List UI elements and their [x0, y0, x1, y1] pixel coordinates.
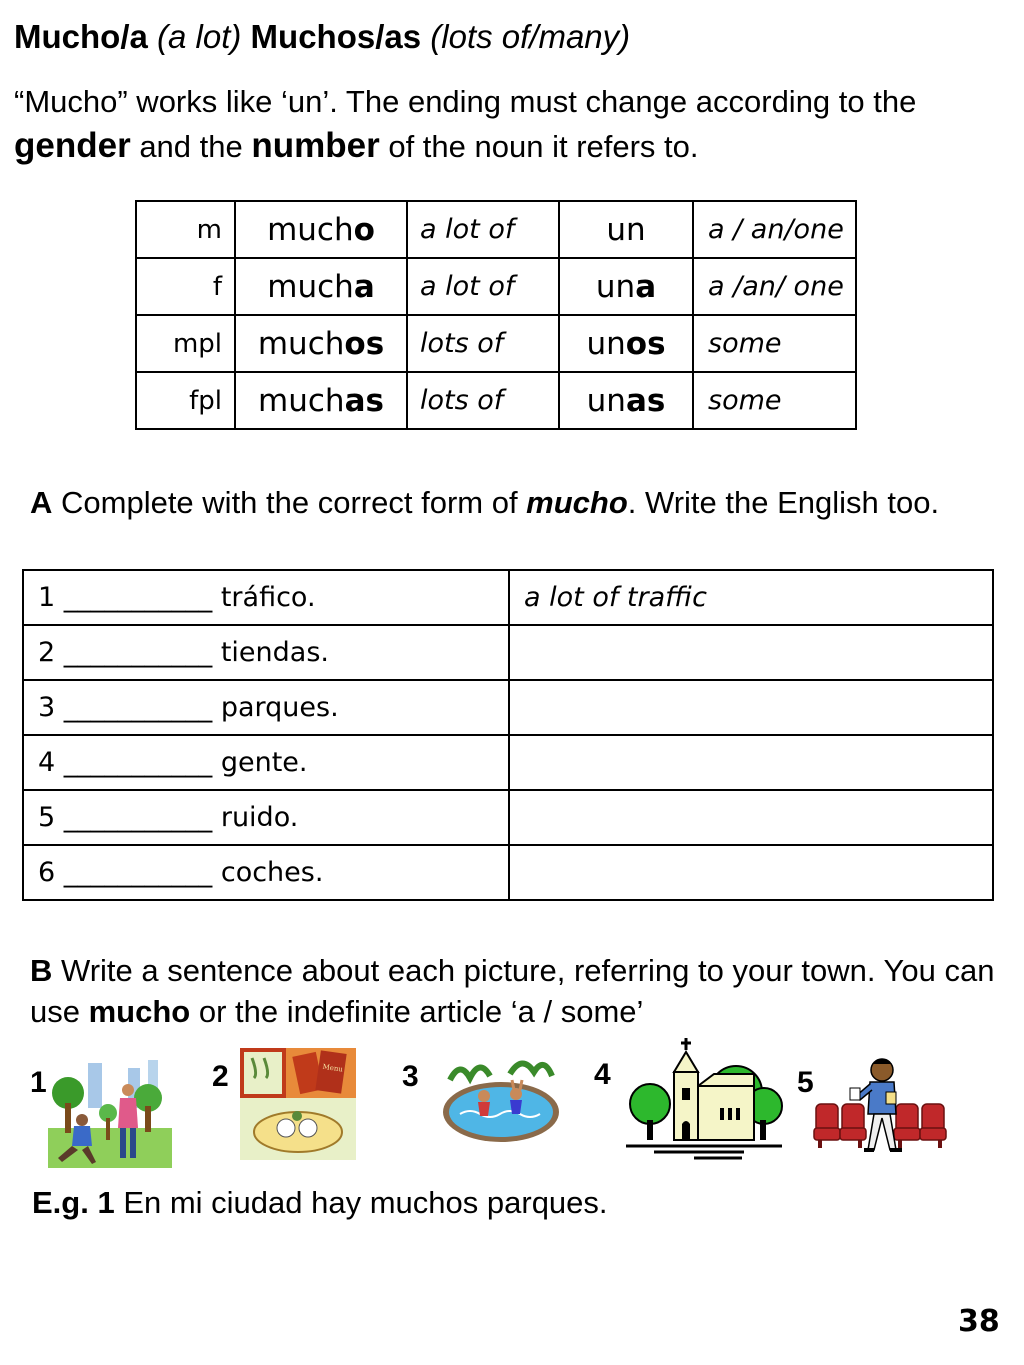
intro-bold-number: number	[251, 126, 380, 165]
article-form-cell	[559, 258, 693, 315]
page-number: 38	[958, 1304, 1000, 1339]
exercise-answer	[509, 735, 993, 790]
section-b-bold-mucho: mucho	[88, 994, 191, 1029]
mucho-ending: os	[344, 325, 385, 362]
exercise-answer	[509, 625, 993, 680]
swimming-pool-icon	[440, 1050, 562, 1146]
gender-cell: fpl	[136, 372, 235, 429]
article-english-cell: some	[693, 315, 856, 372]
mucho-stem: much	[257, 325, 345, 362]
title-muchos: Muchos/as	[250, 18, 422, 55]
article-form-cell	[559, 201, 693, 258]
intro-paragraph	[14, 80, 1004, 169]
page-title	[14, 18, 630, 56]
picture-number-5: 5	[797, 1066, 814, 1099]
article-form-cell	[559, 315, 693, 372]
menu-card-label: Menu	[322, 1062, 344, 1074]
mucho-form-cell	[235, 315, 407, 372]
exercise-row	[23, 680, 993, 735]
grammar-row	[136, 315, 856, 372]
article-stem: un	[586, 382, 626, 419]
article-stem: un	[586, 325, 626, 362]
article-ending: as	[625, 382, 666, 419]
article-stem: un	[606, 211, 646, 248]
exercise-row	[23, 845, 993, 900]
mucho-english-cell: lots of	[407, 315, 559, 372]
mucho-english-cell: a lot of	[407, 201, 559, 258]
grammar-table	[135, 200, 857, 430]
title-lots-of: (lots of/many)	[430, 18, 631, 55]
picture-number-2: 2	[212, 1060, 229, 1093]
exercise-answer: a lot of traffic	[509, 570, 993, 625]
exercise-prompt: 2 ___________ tiendas.	[23, 625, 509, 680]
mucho-english-cell: a lot of	[407, 258, 559, 315]
grammar-row	[136, 372, 856, 429]
mucho-ending: o	[353, 211, 375, 248]
example-sentence	[32, 1185, 608, 1221]
exercise-row	[23, 570, 993, 625]
grammar-row	[136, 258, 856, 315]
mucho-ending: a	[353, 268, 375, 305]
section-a-label: A	[30, 485, 53, 520]
gender-cell: mpl	[136, 315, 235, 372]
section-b-label: B	[30, 953, 53, 988]
section-a-text-2: . Write the English too.	[627, 485, 940, 520]
article-ending: os	[625, 325, 666, 362]
mucho-english-cell: lots of	[407, 372, 559, 429]
article-stem: un	[595, 268, 636, 305]
section-b-text-1: Write a sentence about each picture, referring to your town. You can use	[30, 953, 995, 1029]
picture-number-1: 1	[30, 1066, 47, 1099]
gender-cell: m	[136, 201, 235, 258]
exercise-row	[23, 625, 993, 680]
exercise-prompt: 6 ___________ coches.	[23, 845, 509, 900]
intro-bold-gender: gender	[14, 126, 131, 165]
mucho-stem: much	[267, 211, 354, 248]
grammar-row	[136, 201, 856, 258]
mucho-form-cell	[235, 372, 407, 429]
cinema-seats-icon	[812, 1052, 948, 1156]
restaurant-icon	[240, 1048, 356, 1160]
mucho-form-cell	[235, 201, 407, 258]
exercise-answer	[509, 680, 993, 735]
church-icon	[624, 1036, 786, 1160]
mucho-form-cell	[235, 258, 407, 315]
section-a-bold-mucho: mucho	[526, 485, 628, 520]
section-a-text-1: Complete with the correct form of	[52, 485, 527, 520]
intro-text-3: of the noun it refers to.	[379, 129, 699, 164]
picture-number-4: 4	[594, 1058, 611, 1091]
exercise-a-table	[22, 569, 994, 901]
gender-cell: f	[136, 258, 235, 315]
mucho-ending: as	[344, 382, 384, 419]
intro-text-2: and the	[130, 129, 252, 164]
title-a-lot: (a lot)	[157, 18, 242, 55]
picture-number-3: 3	[402, 1060, 419, 1093]
section-a-instruction	[30, 482, 1010, 524]
article-english-cell: a / an/one	[693, 201, 856, 258]
exercise-row	[23, 735, 993, 790]
article-ending: a	[635, 268, 657, 305]
example-label: E.g. 1	[32, 1185, 115, 1220]
example-text: En mi ciudad hay muchos parques.	[114, 1185, 608, 1220]
exercise-prompt: 3 ___________ parques.	[23, 680, 509, 735]
mucho-stem: much	[258, 382, 345, 419]
article-english-cell: a /an/ one	[693, 258, 856, 315]
park-people-icon	[48, 1058, 172, 1168]
title-mucho: Mucho/a	[14, 18, 148, 55]
mucho-stem: much	[267, 268, 354, 305]
exercise-row	[23, 790, 993, 845]
section-b-text-2: or the indefinite article ‘a / some’	[190, 994, 644, 1029]
exercise-prompt: 4 ___________ gente.	[23, 735, 509, 790]
exercise-prompt: 5 ___________ ruido.	[23, 790, 509, 845]
article-english-cell: some	[693, 372, 856, 429]
exercise-answer	[509, 845, 993, 900]
section-b-instruction	[30, 950, 1020, 1032]
article-form-cell	[559, 372, 693, 429]
intro-text-1: “Mucho” works like ‘un’. The ending must change according to the	[14, 84, 917, 119]
exercise-answer	[509, 790, 993, 845]
exercise-prompt: 1 ___________ tráfico.	[23, 570, 509, 625]
